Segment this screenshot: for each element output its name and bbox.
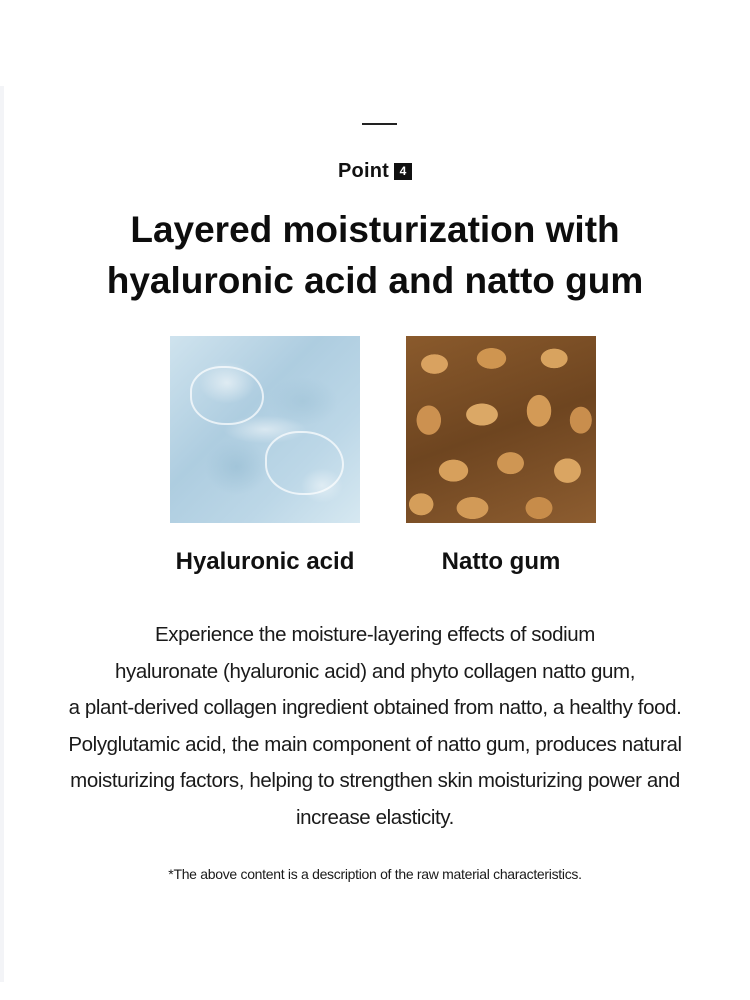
description-line: moisturizing factors, helping to strengthen skin moisturizing power and <box>70 769 680 792</box>
point-number-badge: 4 <box>394 163 412 180</box>
ingredient-label: Natto gum <box>441 548 561 575</box>
description-line: increase elasticity. <box>296 805 454 829</box>
description-line: Experience the moisture-layering effects of sodium <box>155 623 595 646</box>
ingredient-natto-gum <box>406 336 596 577</box>
point-indicator <box>0 160 750 182</box>
point-label: Point <box>338 160 389 182</box>
natto-gum-image <box>406 336 596 523</box>
hyaluronic-acid-image <box>170 336 360 523</box>
section-headline <box>0 204 750 306</box>
description-paragraph <box>0 617 750 836</box>
ingredient-hyaluronic-acid <box>170 336 360 577</box>
description-line: hyaluronate (hyaluronic acid) and phyto collagen natto gum, <box>115 659 635 683</box>
footnote: *The above content is a description of the raw material characteristics. <box>168 866 582 882</box>
ingredient-label: Hyaluronic acid <box>175 548 355 575</box>
headline-line-2: hyaluronic acid and natto gum <box>106 260 644 301</box>
description-line: a plant-derived collagen ingredient obtained from natto, a healthy food. <box>68 696 682 719</box>
section-divider <box>362 123 397 125</box>
headline-line-1: Layered moisturization with <box>130 209 620 250</box>
description-line: Polyglutamic acid, the main component of natto gum, produces natural <box>68 732 682 756</box>
